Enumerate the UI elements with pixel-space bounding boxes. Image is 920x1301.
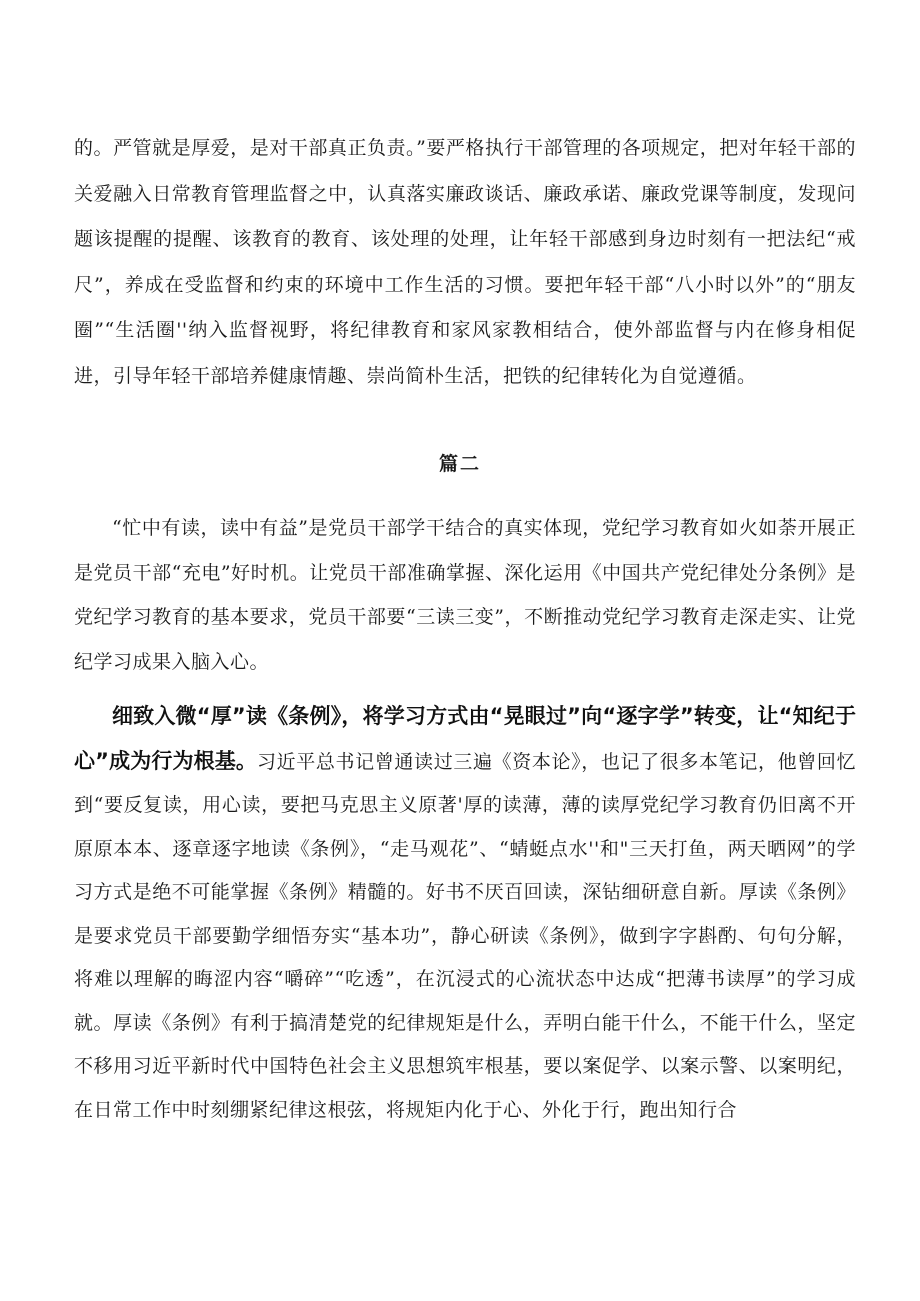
paragraph-3-heading: 细致入微“厚”读《条例》，将学习方式由“晃眼过”向“逐字学”转变，让“知纪于心”成为行为根基。 [74,704,856,773]
paragraph-2: “忙中有读，读中有益”是党员干部学干结合的真实体现，党纪学习教育如火如荼开展正是党员干部“充电”好时机。让党员干部准确掌握、深化运用《中国共产党纪律处分条例》是党纪学习教育的基本要求，党员干部要“三读三变”，不断推动党纪学习教育走深走实、让党纪学习成果入脑入心。 [74,517,856,673]
section-title: 篇二 [438,453,481,475]
paragraph-3-body: 习近平总书记曾通读过三遍《资本论》，也记了很多本笔记，他曾回忆到“要反复读，用心读，要把马克思主义原著'厚的读薄，薄的读厚党纪学习教育仍旧离不开原原本本、逐章逐字地读《条例》，“走马观花”、“蜻蜓点水''和"三天打鱼，两天晒网”的学习方式是绝不可能掌握《条例》精髓的。好书不厌百回读，深钻细研意自新。厚读《条例》是要求党员干部要勤学细悟夯实“基本功”，静心研读《条例》，做到字字斟酌、句句分解，将难以理解的晦涩内容“嚼碎”“吃透”，在沉浸式的心流状态中达成“把薄书读厚”的学习成就。厚读《条例》有利于搞清楚党的纪律规矩是什么，弄明白能干什么，不能干什么，坚定不移用习近平新时代中国特色社会主义思想筑牢根基，要以案促学、以案示警、以案明纪，在日常工作中时刻绷紧纪律这根弦，将规矩内化于心、外化于行，跑出知行合 [74,750,856,1121]
paragraph-3 [74,695,856,1132]
paragraph-1: 的。严管就是厚爱，是对干部真正负责。”要严格执行干部管理的各项规定，把对年轻干部的关爱融入日常教育管理监督之中，认真落实廉政谈话、廉政承诺、廉政党课等制度，发现问题该提醒的提醒、该教育的教育、该处理的处理，让年轻干部感到身边时刻有一把法纪“戒尺”，养成在受监督和约束的环境中工作生活的习惯。要把年轻干部“八小时以外”的“朋友圈”“生活圈''纳入监督视野，将纪律教育和家风家教相结合，使外部监督与内在修身相促进，引导年轻干部培养健康情趣、崇尚简朴生活，把铁的纪律转化为自觉遵循。 [74,137,856,387]
